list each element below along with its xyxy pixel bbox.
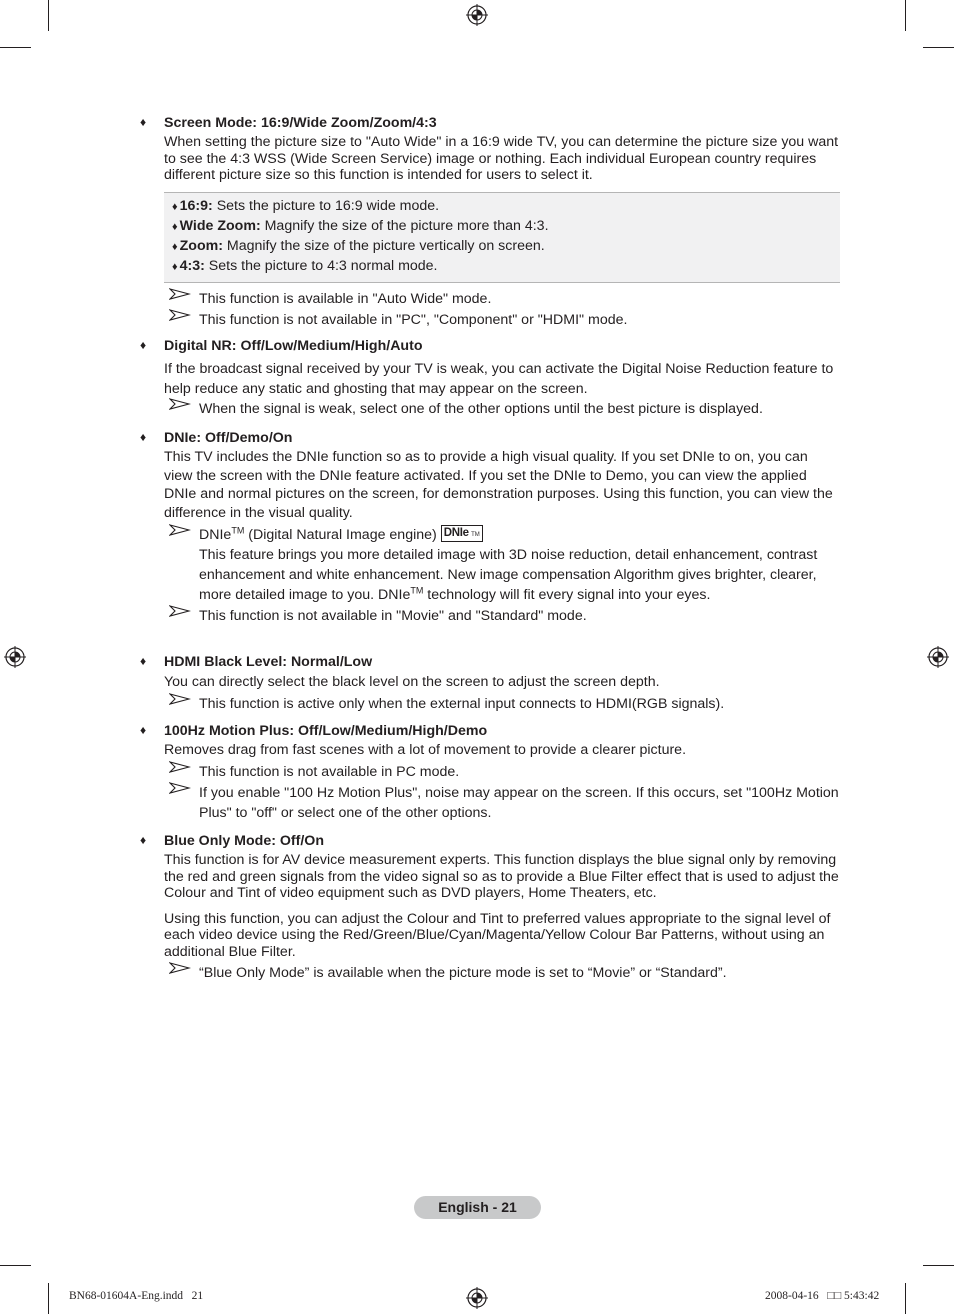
note-text: If you enable "100 Hz Motion Plus", noise may appear on the screen. If this occurs, set "100Hz Motion Plus" to "off" or select one of the other options.: [199, 784, 839, 821]
note: [199, 606, 840, 626]
option-term: Wide Zoom:: [179, 217, 261, 234]
option-desc: Sets the picture to 16:9 wide mode.: [212, 197, 440, 214]
note-text: “Blue Only Mode” is available when the picture mode is set to “Movie” or “Standard”.: [199, 965, 727, 981]
crop-mark-icon: [923, 1265, 954, 1266]
note-arrow-icon: [169, 308, 191, 322]
section-body-2: Using this function, you can adjust the Colour and Tint to preferred values appropriate to the signal level of each video device using the Red/Green/Blue/Cyan/Magenta/Yellow Colour Bar Patterns, without using an additional Blue Filter.: [164, 910, 831, 960]
option-item: [172, 257, 832, 277]
trademark: TM: [231, 525, 245, 536]
registration-mark-icon: [927, 646, 949, 668]
date-slug: 2008-04-16 □□ 5:43:42: [765, 1290, 880, 1302]
registration-mark-icon: [466, 1287, 488, 1309]
section-body: Removes drag from fast scenes with a lot of movement to provide a clearer picture.: [164, 742, 687, 758]
section-title: HDMI Black Level: Normal/Low: [164, 654, 373, 670]
page-number-badge: English - 21: [414, 1196, 541, 1219]
section-hdmi-black-level: [140, 654, 840, 714]
crop-mark-icon: [905, 1283, 906, 1314]
section-title: Blue Only Mode: Off/On: [164, 833, 324, 849]
section-body: This function is for AV device measurement experts. This function displays the blue signal only by removing the red and green signals from the video signal so as to provide a Blue Filter effect that is used to adjust the Colour and Tint of video equipment such as DVD players, Home Theaters, etc.: [164, 852, 839, 901]
file-slug: BN68-01604A-Eng.indd 21: [69, 1290, 204, 1302]
note: [199, 289, 840, 309]
section-digital-nr: [140, 338, 840, 419]
section-title: DNIe: Off/Demo/On: [164, 430, 293, 446]
note-arrow-icon: [169, 692, 191, 706]
dnie-line: [199, 525, 840, 545]
note-arrow-icon: [169, 604, 191, 618]
note-text: This function is not available in PC mode.: [199, 763, 460, 780]
option-term: 16:9:: [179, 197, 213, 214]
dnie-caption: (Digital Natural Image engine): [244, 526, 437, 543]
section-title: 100Hz Motion Plus: Off/Low/Medium/High/Demo: [164, 723, 488, 739]
section-title: Screen Mode: 16:9/Wide Zoom/Zoom/4:3: [164, 115, 437, 131]
option-item: [172, 197, 832, 217]
diamond-bullet-icon: ♦: [172, 200, 178, 213]
section-dnie: [140, 430, 840, 626]
diamond-bullet-icon: ♦: [172, 220, 178, 233]
note: [199, 399, 840, 419]
option-term: 4:3:: [179, 257, 205, 274]
crop-mark-icon: [923, 47, 954, 48]
option-item: [172, 217, 832, 237]
note: [199, 783, 840, 823]
diamond-bullet-icon: ♦: [140, 430, 147, 444]
dnie-desc-b: technology will fit every signal into your eyes.: [423, 586, 711, 603]
section-motion-plus: [140, 723, 840, 823]
dnie-logo-text: DNIe: [443, 526, 469, 539]
section-body: This TV includes the DNIe function so as to provide a high visual quality. If you set DNIe to on, you can view the screen with the DNIe feature activated. If you set the DNIe to Demo, you can view the applied DNIe and normal pictures on the screen, for demonstration purposes. Using this function, you can view the difference in the visual quality.: [164, 449, 833, 522]
diamond-bullet-icon: ♦: [140, 338, 147, 352]
section-body: You can directly select the black level on the screen to adjust the screen depth.: [164, 674, 660, 690]
note-arrow-icon: [169, 523, 191, 537]
diamond-bullet-icon: ♦: [172, 260, 178, 273]
section-title: Digital NR: Off/Low/Medium/High/Auto: [164, 338, 423, 354]
dnie-desc-a: This feature brings you more detailed image with 3D noise reduction, detail enhancement, contrast enhancement and white enhancement. New image compensation Algorithm gives brighter, clearer, more detailed image to you. DNIe: [199, 546, 818, 603]
dnie-logo: [441, 525, 483, 542]
diamond-bullet-icon: ♦: [140, 115, 147, 129]
section-body: When setting the picture size to "Auto Wide" in a 16:9 wide TV, you can determine the picture size you want to see the 4:3 WSS (Wide Screen Service) image or nothing. Each individual European country requires different picture size so this function is intended for users to select it.: [164, 134, 839, 183]
crop-mark-icon: [0, 47, 31, 48]
dnie-word: DNIe: [199, 526, 232, 543]
note-text: This function is not available in "Movie" and "Standard" mode.: [199, 607, 587, 624]
dnie-logo-tm: TM: [471, 531, 480, 538]
note-arrow-icon: [169, 287, 191, 301]
crop-mark-icon: [48, 1283, 49, 1314]
section-screen-mode: [140, 115, 840, 330]
note-text: When the signal is weak, select one of the other options until the best picture is displayed.: [199, 401, 763, 417]
option-term: Zoom:: [179, 237, 223, 254]
note-arrow-icon: [169, 760, 191, 774]
trademark: TM: [410, 585, 424, 596]
note: [199, 694, 840, 714]
crop-mark-icon: [48, 0, 49, 31]
note-text: This function is not available in "PC", "Component" or "HDMI" mode.: [199, 311, 628, 328]
note-arrow-icon: [169, 961, 191, 975]
note: [199, 762, 840, 782]
dnie-description: [199, 545, 840, 605]
option-item: [172, 237, 832, 257]
crop-mark-icon: [905, 0, 906, 31]
options-box: [164, 192, 840, 283]
note-arrow-icon: [169, 397, 191, 411]
crop-mark-icon: [0, 1265, 31, 1266]
diamond-bullet-icon: ♦: [140, 833, 147, 847]
option-desc: Magnify the size of the picture more than 4:3.: [260, 217, 549, 234]
note: [199, 310, 840, 330]
option-desc: Sets the picture to 4:3 normal mode.: [204, 257, 438, 274]
registration-mark-icon: [4, 646, 26, 668]
note-text: This function is available in "Auto Wide" mode.: [199, 290, 492, 307]
registration-mark-icon: [466, 4, 488, 26]
section-body: If the broadcast signal received by your TV is weak, you can activate the Digital Noise Reduction feature to help reduce any static and ghosting that may appear on the screen.: [164, 361, 834, 397]
diamond-bullet-icon: ♦: [140, 654, 147, 668]
note-text: This function is active only when the external input connects to HDMI(RGB signals).: [199, 695, 725, 712]
note: [199, 525, 840, 605]
diamond-bullet-icon: ♦: [172, 240, 178, 253]
note-arrow-icon: [169, 781, 191, 795]
diamond-bullet-icon: ♦: [140, 723, 147, 737]
note: [199, 963, 840, 983]
section-blue-only-mode: [140, 833, 840, 983]
option-desc: Magnify the size of the picture vertically on screen.: [222, 237, 545, 254]
